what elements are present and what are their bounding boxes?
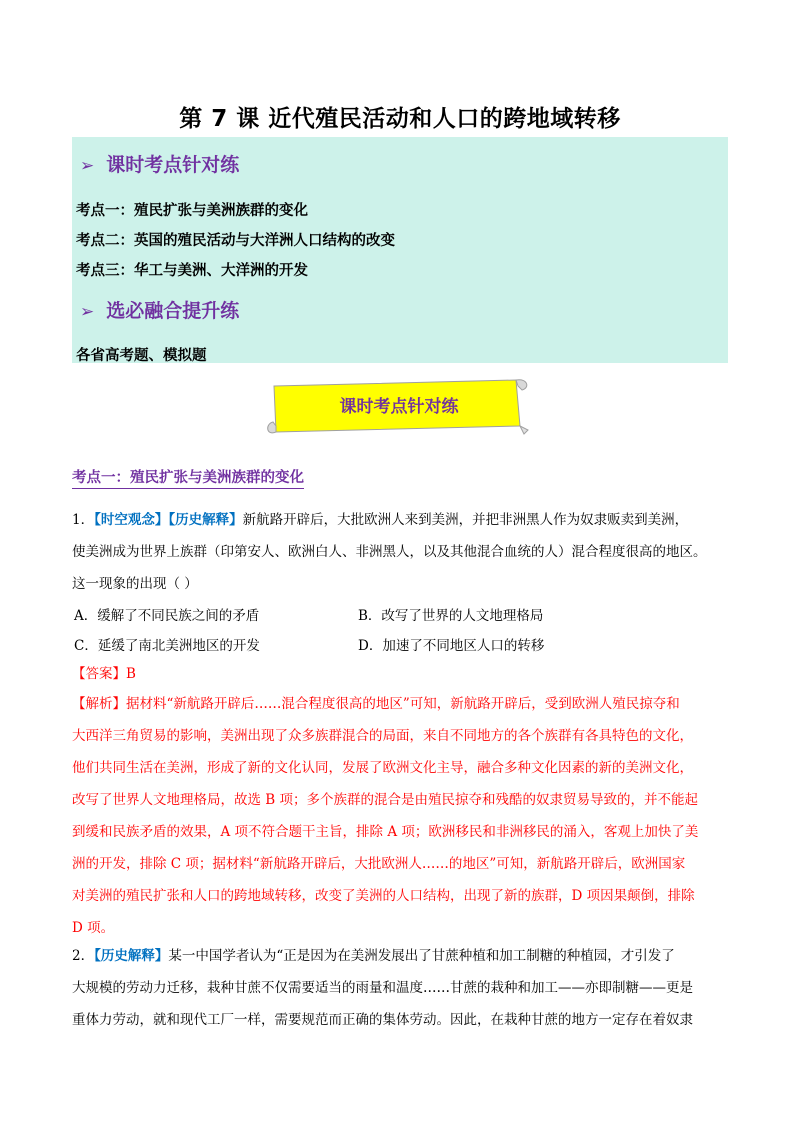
banner-label: 课时考点针对练 — [339, 397, 459, 417]
outline-heading-1 — [80, 150, 239, 177]
q2-line-1 — [72, 946, 732, 966]
q1-analysis-line-2: 大西洋三角贸易的影响，美洲出现了众多族群混合的局面，来自不同地方的各个族群有各具特色的文化， — [72, 728, 693, 744]
q1-analysis-line-1: 【解析】据材料“新航路开辟后……混合程度很高的地区”可知，新航路开辟后，受到欧洲人殖民掠夺和 — [72, 696, 680, 712]
q1-analysis-line-6: 洲的开发，排除 C 项；据材料“新航路开辟后，大批欧洲人……的地区”可知，新航路开辟后，欧洲国家 — [72, 856, 686, 872]
section-banner — [266, 374, 532, 438]
outline-heading-2-label: 选必融合提升练 — [106, 300, 240, 322]
q1-analysis-line-5: 到缓和民族矛盾的效果，A 项不符合题干主旨，排除 A 项；欧洲移民和非洲移民的涌入，客观上加快了美 — [72, 824, 699, 840]
q1-option-c: C．延缓了南北美洲地区的开发 — [74, 638, 260, 654]
q1-text-1: 新航路开辟后，大批欧洲人来到美洲，并把非洲黑人作为奴隶贩卖到美洲， — [242, 512, 689, 528]
q1-line-3: 这一现象的出现（ ） — [72, 576, 198, 592]
q1-tag-1: 【时空观念】 — [94, 512, 169, 528]
q1-analysis-line-4: 改写了世界人文地理格局，故选 B 项；多个族群的混合是由殖民掠夺和残酷的奴隶贸易导致的，并不能起 — [72, 792, 699, 808]
q2-number: 2． — [72, 948, 95, 964]
outline-item-4: 各省高考题、模拟题 — [76, 348, 207, 364]
arrow-bullet-icon: ➢ — [80, 302, 95, 322]
q2-tag: 【历史解释】 — [94, 948, 169, 964]
outline-item-2: 考点二：英国的殖民活动与大洋洲人口结构的改变 — [76, 233, 395, 249]
q1-tag-2: 【历史解释】 — [168, 512, 243, 528]
q2-text-1: 某一中国学者认为“正是因为在美洲发展出了甘蔗种植和加工制糖的种植园，才引发了 — [168, 948, 675, 964]
arrow-bullet-icon: ➢ — [80, 156, 95, 176]
q1-analysis-line-7: 对美洲的殖民扩张和人口的跨地域转移，改变了美洲的人口结构，出现了新的族群，D 项因果颠倒，排除 — [72, 888, 695, 904]
q1-number: 1． — [72, 512, 95, 528]
q1-line-1 — [72, 510, 732, 530]
page-title: 第 7 课 近代殖民活动和人口的跨地域转移 — [179, 106, 621, 132]
q1-analysis-line-3: 他们共同生活在美洲，形成了新的文化认同，发展了欧洲文化主导，融合多种文化因素的新的美洲文化， — [72, 760, 693, 776]
q1-answer: 【答案】B — [72, 666, 136, 682]
q2-line-2: 大规模的劳动力迁移，栽种甘蔗不仅需要适当的雨量和温度……甘蔗的栽种和加工——亦即制糖——更是 — [72, 980, 693, 996]
q2-line-3: 重体力劳动，就和现代工厂一样，需要规范而正确的集体劳动。因此，在栽种甘蔗的地方一定存在着奴隶 — [72, 1012, 693, 1028]
outline-item-3: 考点三：华工与美洲、大洋洲的开发 — [76, 263, 308, 279]
outline-heading-2 — [80, 296, 239, 323]
q1-line-2: 使美洲成为世界上族群（印第安人、欧洲白人、非洲黑人，以及其他混合血统的人）混合程度很高的地区。 — [72, 544, 707, 560]
q1-option-b: B．改写了世界的人文地理格局 — [358, 608, 544, 624]
outline-item-1: 考点一：殖民扩张与美洲族群的变化 — [76, 203, 308, 219]
q1-option-d: D．加速了不同地区人口的转移 — [358, 638, 545, 654]
section-title: 考点一：殖民扩张与美洲族群的变化 — [72, 466, 304, 489]
q1-option-a: A．缓解了不同民族之间的矛盾 — [74, 608, 260, 624]
outline-heading-1-label: 课时考点针对练 — [106, 154, 240, 176]
q1-analysis-line-8: D 项。 — [72, 920, 115, 936]
